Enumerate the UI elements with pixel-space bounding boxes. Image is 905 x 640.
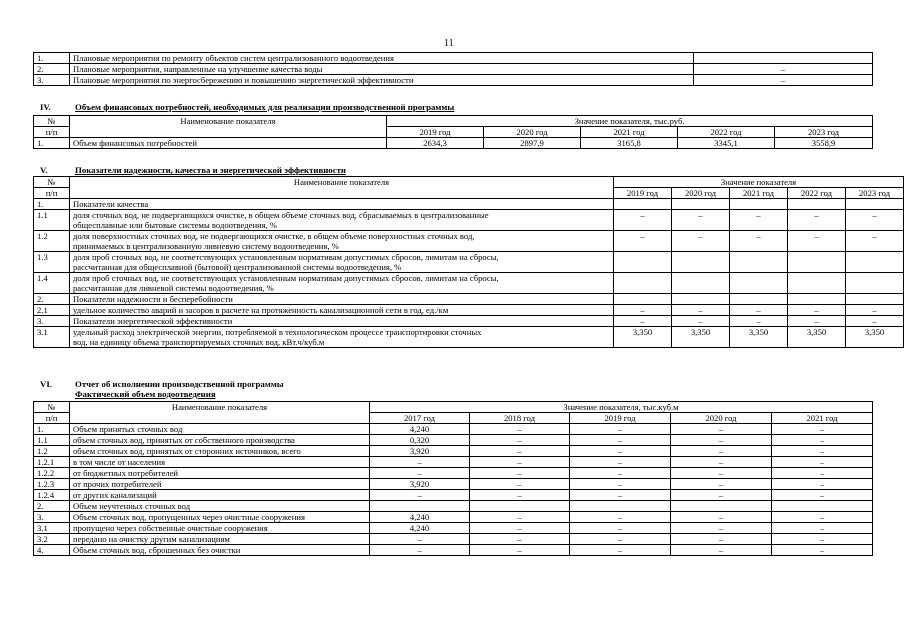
row-value: – (370, 468, 470, 479)
row-number: 1.2.3 (34, 479, 70, 490)
row-number: 3. (34, 75, 70, 86)
row-value: 3,350 (788, 327, 846, 348)
row-value (672, 273, 730, 294)
row-value: 4,240 (370, 424, 470, 435)
row-value: – (470, 479, 570, 490)
table-row (34, 316, 904, 327)
row-value: – (370, 457, 470, 468)
row-number: 1. (34, 138, 70, 149)
row-number: 1.3 (34, 252, 70, 273)
row-value: – (470, 534, 570, 545)
table-row (34, 64, 873, 75)
table-row (34, 327, 904, 348)
row-number: 1. (34, 53, 70, 64)
row-name: объем сточных вод, принятых от собственного производства (70, 435, 370, 446)
row-value: 3558,9 (775, 138, 873, 149)
row-value (730, 273, 788, 294)
row-number: 1.4 (34, 273, 70, 294)
section-subtitle: Фактический объем водоотведения (75, 389, 216, 399)
row-value: – (772, 545, 873, 556)
header-value: Значение показателя, тыс.руб. (387, 116, 873, 127)
row-value: – (470, 512, 570, 523)
row-name (70, 252, 614, 273)
row-number: 3. (34, 512, 70, 523)
row-value: – (672, 231, 730, 252)
table-row (34, 294, 904, 305)
row-value: – (470, 523, 570, 534)
row-name: в том числе от населения (70, 457, 370, 468)
table-row (34, 75, 873, 86)
row-value: – (730, 316, 788, 327)
row-value: 2897,9 (484, 138, 581, 149)
row-value: – (570, 446, 671, 457)
row-value (730, 294, 788, 305)
row-value: – (671, 457, 772, 468)
row-number: 2. (34, 64, 70, 75)
row-value (570, 501, 671, 512)
row-value: – (370, 534, 470, 545)
execution-report-table (33, 401, 873, 556)
row-name: Объем сточных вод, сброшенных без очистки (70, 545, 370, 556)
table-row (34, 545, 873, 556)
section-number: V. (40, 165, 48, 175)
row-value: – (672, 305, 730, 316)
year-header: 2020 год (484, 127, 581, 138)
row-value: – (671, 523, 772, 534)
row-value (730, 252, 788, 273)
row-value: – (614, 316, 672, 327)
row-value: 3345,1 (678, 138, 775, 149)
row-value: – (570, 468, 671, 479)
row-value: 3,350 (614, 327, 672, 348)
row-value: – (772, 468, 873, 479)
row-name-line-1: доля поверхностных сточных вод, не подвергающихся очистке, в общем объеме поверхностных сточных вод, (73, 231, 475, 241)
row-value (846, 252, 904, 273)
row-name: Плановые мероприятия по ремонту объектов систем централизованного водоотведения (70, 53, 694, 64)
row-value: – (470, 424, 570, 435)
row-name: от других канализаций (70, 490, 370, 501)
row-number: 1.1 (34, 210, 70, 231)
row-name (70, 199, 614, 210)
row-name (70, 210, 614, 231)
row-value (671, 501, 772, 512)
row-value (846, 199, 904, 210)
row-number: 1.2.4 (34, 490, 70, 501)
row-value (672, 199, 730, 210)
row-value: – (772, 523, 873, 534)
table-row (34, 138, 873, 149)
row-value (470, 501, 570, 512)
row-value: – (470, 435, 570, 446)
row-value: – (370, 490, 470, 501)
row-name: передано на очистку другим канализациям (70, 534, 370, 545)
row-value (788, 294, 846, 305)
row-name-line-1: Показатели качества (73, 199, 149, 209)
row-name: Объем принятых сточных вод (70, 424, 370, 435)
table-row (34, 446, 873, 457)
row-name: объем сточных вод, принятых от сторонних источников, всего (70, 446, 370, 457)
row-value: – (846, 210, 904, 231)
row-name-line-1: доля проб сточных вод, не соответствующих установленным нормативам допустимых сбросов, лимитам на сбросы, (73, 252, 499, 262)
row-value: – (570, 545, 671, 556)
row-number: 1.2 (34, 446, 70, 457)
header-value: Значение показателя, тыс.куб.м (370, 402, 873, 413)
row-value: – (788, 231, 846, 252)
row-name-line-1: удельный расход электрической энергии, потребляемой в технологическом процессе транспортировки сточных (73, 327, 482, 337)
row-value (614, 294, 672, 305)
row-name: Объем неучтенных сточных вод (70, 501, 370, 512)
year-header: 2021 год (772, 413, 873, 424)
row-value (846, 273, 904, 294)
row-value: – (694, 75, 873, 86)
row-name-line-2: общесплавные или бытовые системы водоотведения, % (73, 220, 278, 230)
year-header: 2022 год (788, 188, 846, 199)
row-value: – (772, 512, 873, 523)
row-value: – (470, 457, 570, 468)
row-name-line-1: удельное количество аварий и засоров в расчете на протяженность канализационной сети в год, ед./км (73, 305, 449, 315)
row-name: Объем сточных вод, пропущенных через очистные сооружения (70, 512, 370, 523)
row-value: – (570, 534, 671, 545)
row-value: – (570, 479, 671, 490)
row-number: 3.1 (34, 523, 70, 534)
row-name (70, 294, 614, 305)
table-row (34, 231, 904, 252)
row-name: Объем финансовых потребностей (70, 138, 387, 149)
row-value: 3,920 (370, 446, 470, 457)
row-value: 3,920 (370, 479, 470, 490)
row-value (614, 252, 672, 273)
row-number: 2. (34, 501, 70, 512)
row-number: 1.2 (34, 231, 70, 252)
row-value: – (570, 512, 671, 523)
row-name (70, 316, 614, 327)
table-row (34, 435, 873, 446)
row-value (672, 252, 730, 273)
year-header: 2018 год (470, 413, 570, 424)
row-value: – (788, 316, 846, 327)
year-header: 2021 год (581, 127, 678, 138)
row-value: – (470, 490, 570, 501)
row-name-line-2: рассчитанная для общесплавной (бытовой) централизованной системы водоотведения, % (73, 262, 402, 272)
row-value (370, 501, 470, 512)
row-value (772, 501, 873, 512)
header-name: Наименование показателя (70, 177, 614, 199)
row-value: – (671, 435, 772, 446)
row-name: от бюджетных потребителей (70, 468, 370, 479)
table-row (34, 468, 873, 479)
row-value: – (788, 210, 846, 231)
row-value: – (370, 545, 470, 556)
section-title: Отчет об исполнении производственной программы (75, 379, 284, 389)
row-value: – (470, 468, 570, 479)
row-value (846, 294, 904, 305)
row-value: – (671, 490, 772, 501)
year-header: 2019 год (387, 127, 484, 138)
table-row (34, 53, 873, 64)
row-name (70, 327, 614, 348)
row-name (70, 273, 614, 294)
table-row (34, 479, 873, 490)
year-header: 2020 год (671, 413, 772, 424)
table-row (34, 512, 873, 523)
year-header: 2021 год (730, 188, 788, 199)
row-value (788, 273, 846, 294)
row-value: – (694, 64, 873, 75)
row-value: – (470, 446, 570, 457)
financial-needs-table (33, 115, 873, 149)
year-header: 2017 год (370, 413, 470, 424)
header-num-2: п/п (34, 127, 70, 138)
row-name (70, 305, 614, 316)
year-header: 2022 год (678, 127, 775, 138)
row-name-line-1: Показатели надежности и бесперебойности (73, 294, 233, 304)
row-number: 3.2 (34, 534, 70, 545)
row-value: – (671, 446, 772, 457)
row-value: 4,240 (370, 512, 470, 523)
row-number: 3.1 (34, 327, 70, 348)
year-header: 2019 год (614, 188, 672, 199)
row-name-line-2: принимаемых в централизованную ливневую систему водоотведения, % (73, 241, 339, 251)
table-row (34, 210, 904, 231)
row-value: – (671, 424, 772, 435)
table-row (34, 501, 873, 512)
row-value (614, 273, 672, 294)
row-value (614, 199, 672, 210)
row-value: – (730, 210, 788, 231)
row-value: 4,240 (370, 523, 470, 534)
row-value: – (671, 534, 772, 545)
row-number: 1. (34, 424, 70, 435)
row-number: 1.2.2 (34, 468, 70, 479)
row-value: – (570, 435, 671, 446)
page-number: 11 (444, 38, 454, 49)
row-value: – (672, 316, 730, 327)
row-value: – (671, 512, 772, 523)
row-value: 3,350 (846, 327, 904, 348)
section-4-heading (40, 102, 840, 114)
row-number: 3. (34, 316, 70, 327)
row-name-line-1: доля проб сточных вод, не соответствующих установленным нормативам допустимых сбросов, лимитам на сбросы, (73, 273, 499, 283)
row-value: – (570, 424, 671, 435)
table-row (34, 534, 873, 545)
row-value: – (570, 523, 671, 534)
header-name: Наименование показателя (70, 116, 387, 138)
row-number: 2. (34, 294, 70, 305)
row-value: – (614, 305, 672, 316)
table-row (34, 305, 904, 316)
row-value: – (672, 210, 730, 231)
row-value: – (772, 490, 873, 501)
row-name: Плановые мероприятия, направленные на улучшение качества воды (70, 64, 694, 75)
row-value: 3,350 (730, 327, 788, 348)
row-value: – (570, 457, 671, 468)
row-value (694, 53, 873, 64)
header-num-2: п/п (34, 413, 70, 424)
row-name: пропущено через собственные очистные сооружения (70, 523, 370, 534)
row-value: – (671, 468, 772, 479)
row-value: – (846, 316, 904, 327)
row-name (70, 231, 614, 252)
row-value (788, 199, 846, 210)
row-value: – (772, 435, 873, 446)
section-6-heading (40, 379, 840, 401)
row-value: – (470, 545, 570, 556)
year-header: 2023 год (775, 127, 873, 138)
row-name: Плановые мероприятия по энергосбережению и повышению энергетической эффективности (70, 75, 694, 86)
row-value (672, 294, 730, 305)
row-value: – (671, 545, 772, 556)
row-value: – (614, 231, 672, 252)
row-value: – (772, 479, 873, 490)
row-value: 0,320 (370, 435, 470, 446)
row-name-line-2: рассчитанная для ливневой системы водоотведения, % (73, 283, 274, 293)
section-number: VI. (40, 379, 52, 389)
row-value: – (772, 446, 873, 457)
row-number: 1.2.1 (34, 457, 70, 468)
row-value: 3165,8 (581, 138, 678, 149)
header-num: № (34, 177, 70, 188)
row-name-line-1: доля сточных вод, не подвергающихся очистке, в общем объеме сточных вод, сбрасываемых в централизованные (73, 210, 489, 220)
row-value (730, 199, 788, 210)
year-header: 2019 год (570, 413, 671, 424)
table-row (34, 490, 873, 501)
row-value: – (730, 231, 788, 252)
section-title: Объем финансовых потребностей, необходимых для реализации производственной программы (75, 102, 455, 112)
row-number: 4. (34, 545, 70, 556)
row-value: – (772, 457, 873, 468)
section-title: Показатели надежности, качества и энергетической эффективности (75, 165, 346, 175)
row-name: от прочих потребителей (70, 479, 370, 490)
row-number: 2.1 (34, 305, 70, 316)
row-value: – (614, 210, 672, 231)
row-value: – (570, 490, 671, 501)
table-row (34, 273, 904, 294)
reliability-indicators-table (33, 176, 904, 348)
header-num: № (34, 402, 70, 413)
row-value: – (772, 424, 873, 435)
row-number: 1.1 (34, 435, 70, 446)
row-value: – (788, 305, 846, 316)
row-value (788, 252, 846, 273)
row-name-line-1: Показатели энергетической эффективности (73, 316, 233, 326)
section-number: IV. (40, 102, 51, 112)
table-row (34, 424, 873, 435)
row-value: 2634,3 (387, 138, 484, 149)
row-value: – (730, 305, 788, 316)
row-value: – (846, 231, 904, 252)
table-row (34, 199, 904, 210)
header-num: № (34, 116, 70, 127)
row-value: 3,350 (672, 327, 730, 348)
row-number: 1. (34, 199, 70, 210)
year-header: 2020 год (672, 188, 730, 199)
table-row (34, 252, 904, 273)
header-value: Значение показателя (614, 177, 904, 188)
row-value: – (671, 479, 772, 490)
row-value: – (846, 305, 904, 316)
table-row (34, 457, 873, 468)
planned-measures-table (33, 52, 873, 86)
table-row (34, 523, 873, 534)
row-value: – (772, 534, 873, 545)
header-num-2: п/п (34, 188, 70, 199)
header-name: Наименование показателя (70, 402, 370, 424)
year-header: 2023 год (846, 188, 904, 199)
row-name-line-2: вод, на единицу объема транспортируемых сточных вод, кВт.ч/куб.м (73, 337, 325, 347)
